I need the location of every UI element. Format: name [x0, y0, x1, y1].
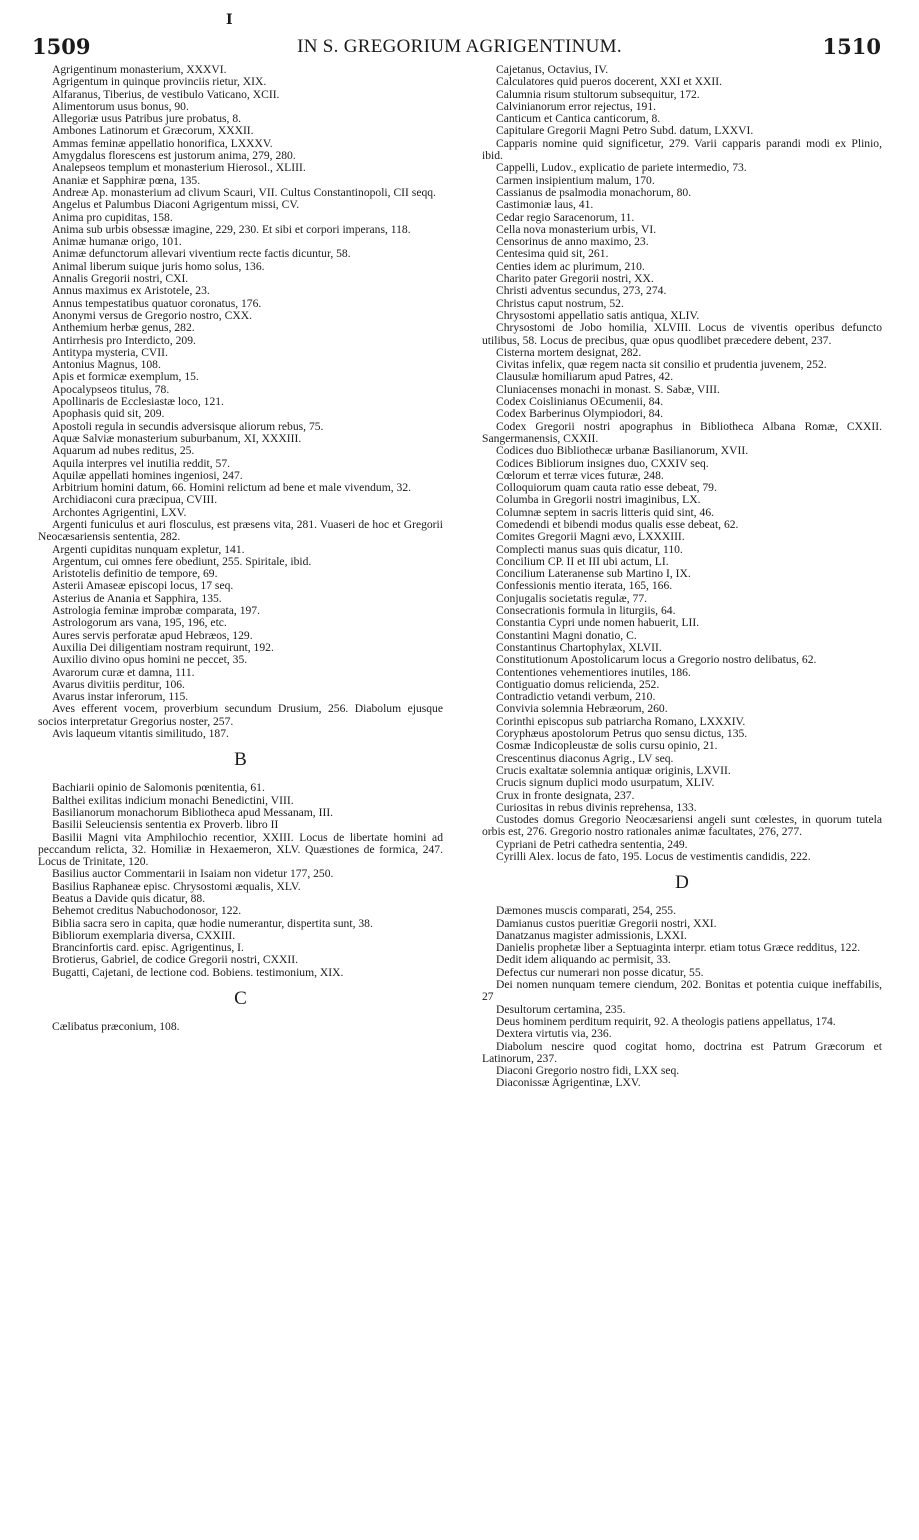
- index-entry: Calumnia risum stultorum subsequitur, 172.: [496, 87, 700, 101]
- index-entry: Arbitrium homini datum, 66. Homini relictum ad bene et male vivendum, 32.: [52, 481, 412, 495]
- index-entry: Balthei exilitas indicium monachi Benedictini, VIII.: [52, 793, 294, 807]
- index-entry: Christi adventus secundus, 273, 274.: [496, 284, 667, 298]
- index-entry: Crescentinus diaconus Agrig., LV seq.: [496, 751, 674, 765]
- index-entry: Dei nomen nunquam temere ciendum, 202. Bonitas et potentia cuique ineffabilis, 27: [482, 978, 882, 1004]
- index-entry: Asterius de Anania et Sapphira, 135.: [52, 591, 222, 605]
- index-entry: Ananiæ et Sapphiræ pœna, 135.: [52, 173, 201, 187]
- index-entry: Crux in fronte designata, 237.: [496, 788, 635, 802]
- index-entry: Clausulæ homiliarum apud Patres, 42.: [496, 370, 674, 384]
- index-entry: Amygdalus florescens est justorum anima, 279, 280.: [52, 149, 296, 163]
- index-entry: Astrologorum ars vana, 195, 196, etc.: [52, 616, 227, 630]
- index-entry: Aquilæ appellati homines ingeniosi, 247.: [52, 468, 243, 482]
- index-entry: Avis laqueum vitantis similitudo, 187.: [52, 727, 229, 741]
- index-entry: Comites Gregorii Magni ævo, LXXXIII.: [496, 530, 685, 544]
- index-entry: Capitulare Gregorii Magni Petro Subd. datum, LXXVI.: [496, 124, 754, 138]
- index-entry: Complecti manus suas quis dicatur, 110.: [496, 542, 683, 556]
- index-entry: Angelus et Palumbus Diaconi Agrigentum missi, CV.: [52, 198, 300, 212]
- index-entry: Cassianus de psalmodia monachorum, 80.: [496, 185, 692, 199]
- index-entry: Consecrationis formula in liturgiis, 64.: [496, 604, 676, 618]
- index-entry: Castimoniæ laus, 41.: [496, 198, 594, 212]
- index-entry: Conjugalis societatis regulæ, 77.: [496, 591, 648, 605]
- index-entry: Anima sub urbis obsessæ imagine, 229, 230. Et sibi et corpori imperans, 118.: [52, 222, 411, 236]
- index-entry: Bugatti, Cajetani, de lectione cod. Bobiens. testimonium, XIX.: [52, 965, 344, 979]
- index-entry: Animæ humanæ origo, 101.: [52, 235, 182, 249]
- index-entry: Aves efferent vocem, proverbium secundum Drusium, 256. Diabolum ejusque socios interpretatur Gregorius noster, 257.: [38, 702, 443, 728]
- index-entry: Aures servis perforatæ apud Hebræos, 129.: [52, 628, 253, 642]
- index-entry: Codices Bibliorum insignes duo, CXXIV seq.: [496, 456, 709, 470]
- index-entry: Apollinaris de Ecclesiastæ loco, 121.: [52, 395, 224, 409]
- index-entry: Cyrilli Alex. locus de fato, 195. Locus de vestimentis candidis, 222.: [496, 850, 811, 863]
- index-entry: Archidiaconi cura præcipua, CVIII.: [52, 493, 218, 507]
- index-entry: Chrysostomi appellatio satis antiqua, XLIV.: [496, 308, 700, 322]
- index-entry: Centesima quid sit, 261.: [496, 247, 609, 261]
- index-entry: Bibliorum exemplaria diversa, CXXIII.: [52, 928, 236, 942]
- index-entry: Annus maximus ex Aristotele, 23.: [52, 284, 210, 298]
- page-header: [0, 12, 919, 62]
- index-entry: Contiguatio domus relicienda, 252.: [496, 677, 660, 691]
- index-entry: Anonymi versus de Gregorio nostro, CXX.: [52, 308, 252, 322]
- index-entry: Basilii Seleuciensis sententia ex Proverb. libro II: [52, 818, 279, 832]
- index-entry: Diaconissæ Agrigentinæ, LXV.: [496, 1076, 641, 1090]
- index-entry: Cælibatus præconium, 108.: [52, 1020, 180, 1034]
- index-entry: Andreæ Ap. monasterium ad clivum Scauri, VII. Cultus Constantinopoli, CII seqq.: [52, 185, 436, 199]
- index-entry: Deus hominem perditum requirit, 92. A theologis patiens appellatus, 174.: [496, 1014, 836, 1028]
- index-entry: Canticum et Cantica canticorum, 8.: [496, 112, 661, 126]
- index-entry: Coryphæus apostolorum Petrus quo sensu dictus, 135.: [496, 727, 748, 741]
- index-entry: Diaconi Gregorio nostro fidi, LXX seq.: [496, 1064, 680, 1078]
- index-entry: Basilius auctor Commentarii in Isaiam non videtur 177, 250.: [52, 867, 334, 881]
- index-entry: Apostoli regula in secundis adversisque aliorum rebus, 75.: [52, 419, 324, 433]
- right-column: [482, 64, 882, 1090]
- index-entry: Crucis signum duplici modo usurpatum, XLIV.: [496, 776, 715, 790]
- section-heading-d: D: [675, 872, 689, 894]
- index-entry: Animæ defunctorum allevari viventium recte factis dicuntur, 58.: [52, 247, 351, 261]
- index-entry: Avarus divitiis perditur, 106.: [52, 677, 185, 691]
- index-entry: Cajetanus, Octavius, IV.: [496, 63, 609, 76]
- index-entry: Desultorum certamina, 235.: [496, 1002, 626, 1016]
- index-entry: Apophasis quid sit, 209.: [52, 407, 165, 421]
- index-entry: Allegoriæ usus Patribus jure probatus, 8.: [52, 112, 242, 126]
- index-entry: Alfaranus, Tiberius, de vestibulo Vaticano, XCII.: [52, 87, 280, 101]
- index-entry: Agrigentinum monasterium, XXXVI.: [52, 63, 227, 76]
- index-entry: Archontes Agrigentini, LXV.: [52, 505, 187, 519]
- index-entry: Carmen insipientium malum, 170.: [496, 173, 655, 187]
- index-entry: Apocalypseos titulus, 78.: [52, 382, 170, 396]
- index-entry: Civitas infelix, quæ regem nacta sit consilio et prudentia juvenem, 252.: [496, 358, 827, 372]
- index-entry: Basilius Raphaneæ episc. Chrysostomi æqualis, XLV.: [52, 879, 301, 893]
- index-entry: Avarorum curæ et damna, 111.: [52, 665, 195, 679]
- index-entry: Argenti cupiditas nunquam expletur, 141.: [52, 542, 245, 556]
- index-entry: Danielis prophetæ liber a Septuaginta interpr. etiam totus Græce redditus, 122.: [496, 941, 861, 955]
- left-column: [38, 64, 443, 1033]
- index-entry: Aristotelis definitio de tempore, 69.: [52, 567, 218, 581]
- section-c-entries: [38, 1021, 443, 1033]
- index-entry: Cosmæ Indicopleustæ de solis cursu opinio, 21.: [496, 739, 718, 753]
- index-entry: Antitypa mysteria, CVII.: [52, 345, 168, 359]
- index-entry: Calvinianorum error rejectus, 191.: [496, 99, 657, 113]
- index-entry: Annalis Gregorii nostri, CXI.: [52, 272, 189, 286]
- index-entry: Antirrhesis pro Interdicto, 209.: [52, 333, 196, 347]
- index-entry: Cedar regio Saracenorum, 11.: [496, 210, 635, 224]
- index-entry: Custodes domus Gregorio Neocæsariensi angeli sunt cœlestes, in quorum tutela orbis est, 276. Gregorio nostro rationales animæ facultates, 276, 277.: [482, 813, 882, 839]
- index-entry: Behemot creditus Nabuchodonosor, 122.: [52, 904, 242, 918]
- index-entry: Astrologia feminæ improbæ comparata, 197.: [52, 604, 261, 618]
- running-title: IN S. GREGORIUM AGRIGENTINUM.: [297, 36, 622, 57]
- index-entry: Basilii Magni vita Amphilochio recentior, XXIII. Locus de libertate homini ad peccandum relicta, 32. Homiliæ in Hexaemeron, XLV. Quæstiones de formica, 247. Locus de Trinitate, 120.: [38, 830, 443, 869]
- section-heading-b: B: [234, 749, 247, 771]
- index-entry: Analepseos templum et monasterium Hierosol., XLIII.: [52, 161, 306, 175]
- index-entry: Antonius Magnus, 108.: [52, 358, 161, 372]
- index-entry: Centies idem ac plurimum, 210.: [496, 259, 645, 273]
- index-entry: Confessionis mentio iterata, 165, 166.: [496, 579, 673, 593]
- index-entry: Capparis nomine quid significetur, 279. Varii capparis parandi modi ex Plinio, ibid.: [482, 136, 882, 163]
- index-entry: Constantini Magni donatio, C.: [496, 628, 637, 642]
- index-entry: Ambones Latinorum et Græcorum, XXXII.: [52, 124, 254, 138]
- index-entry: Columnæ septem in sacris litteris quid sint, 46.: [496, 505, 715, 519]
- index-entry: Biblia sacra sero in capita, quæ hodie numerantur, dispertita sunt, 38.: [52, 916, 373, 930]
- index-entry: Dedit idem aliquando ac permisit, 33.: [496, 953, 671, 967]
- index-entry: Diabolum nescire quod cogitat homo, doctrina est Patrum Græcorum et Latinorum, 237.: [482, 1039, 882, 1065]
- index-entry: Chrysostomi de Jobo homilia, XLVIII. Locus de viventis operibus defuncto utilibus, 58. Locus de precibus, quæ opus quodlibet præcedere debent, 237.: [482, 321, 882, 347]
- index-entry: Codices duo Bibliothecæ urbanæ Basilianorum, XVII.: [496, 444, 749, 458]
- top-mark: I: [226, 12, 233, 28]
- section-c-continued-entries: [482, 64, 882, 863]
- index-entry: Defectus cur numerari non posse dicatur, 55.: [496, 965, 704, 979]
- index-entry: Cella nova monasterium urbis, VI.: [496, 222, 657, 236]
- section-d-entries: [482, 905, 882, 1089]
- index-entry: Alimentorum usus bonus, 90.: [52, 99, 189, 113]
- index-entry: Christus caput nostrum, 52.: [496, 296, 624, 310]
- index-entry: Censorinus de anno maximo, 23.: [496, 235, 649, 249]
- index-entry: Concilium Lateranense sub Martino I, IX.: [496, 567, 691, 581]
- index-entry: Comedendi et bibendi modus qualis esse debeat, 62.: [496, 517, 739, 531]
- index-entry: Argentum, cui omnes fere obediunt, 255. Spiritale, ibid.: [52, 554, 312, 568]
- index-entry: Basilianorum monachorum Bibliotheca apud Messanam, III.: [52, 805, 334, 819]
- index-entry: Calculatores quid pueros docerent, XXI et XXII.: [496, 75, 723, 89]
- page-number-left: 1509: [32, 34, 91, 59]
- index-entry: Concilium CP. II et III ubi actum, LI.: [496, 554, 669, 568]
- index-entry: Constantinus Chartophylax, XLVII.: [496, 640, 662, 654]
- index-entry: Brancinfortis card. episc. Agrigentinus, I.: [52, 941, 244, 955]
- page-number-right: 1510: [822, 34, 881, 59]
- index-entry: Colloquiorum quam cauta ratio esse debeat, 79.: [496, 481, 717, 495]
- index-entry: Auxilio divino opus homini ne peccet, 35.: [52, 653, 248, 667]
- section-a-entries: [38, 64, 443, 740]
- index-entry: Animal liberum suique juris homo solus, 136.: [52, 259, 265, 273]
- index-entry: Cisterna mortem designat, 282.: [496, 345, 642, 359]
- index-entry: Charito pater Gregorii nostri, XX.: [496, 272, 654, 286]
- index-entry: Auxilia Dei diligentiam nostram requirunt, 192.: [52, 640, 274, 654]
- index-entry: Cluniacenses monachi in monast. S. Sabæ, VIII.: [496, 382, 720, 396]
- index-entry: Anthemium herbæ genus, 282.: [52, 321, 195, 335]
- index-entry: Convivia solemnia Hebræorum, 260.: [496, 702, 668, 716]
- index-entry: Cappelli, Ludov., explicatio de pariete intermedio, 73.: [496, 161, 747, 175]
- index-entry: Codex Gregorii nostri apographus in Bibliotheca Albana Romæ, CXXII. Sangermanensis, CXXII.: [482, 419, 882, 445]
- index-entry: Aquæ Salviæ monasterium suburbanum, XI, XXXIII.: [52, 431, 302, 445]
- index-entry: Argenti funiculus et auri flosculus, est præsens vita, 281. Vuaseri de hoc et Gregorii Neocæsariensis sententia, 282.: [38, 517, 443, 544]
- index-entry: Annus tempestatibus quatuor coronatus, 176.: [52, 296, 262, 310]
- index-entry: Codex Coislinianus OEcumenii, 84.: [496, 395, 664, 409]
- index-entry: Ammas feminæ appellatio honorifica, LXXXV.: [52, 136, 273, 150]
- index-entry: Avarus instar inferorum, 115.: [52, 690, 189, 704]
- index-entry: Apis et formicæ exemplum, 15.: [52, 370, 199, 384]
- index-entry: Crucis exaltatæ solemnia antiquæ originis, LXVII.: [496, 763, 731, 777]
- index-entry: Agrigentum in quinque provinciis rietur, XIX.: [52, 75, 267, 89]
- index-entry: Corinthi episcopus sub patriarcha Romano, LXXXIV.: [496, 714, 746, 728]
- index-entry: Constitutionum Apostolicarum locus a Gregorio nostro delibatus, 62.: [496, 653, 817, 667]
- index-entry: Danatzanus magister admissionis, LXXI.: [496, 928, 687, 942]
- index-entry: Cypriani de Petri cathedra sententia, 249.: [496, 837, 688, 851]
- index-entry: Contentiones vehementiores inutiles, 186.: [496, 665, 691, 679]
- index-entry: Dæmones muscis comparati, 254, 255.: [496, 904, 677, 918]
- section-b-entries: [38, 782, 443, 979]
- index-entry: Brotierus, Gabriel, de codice Gregorii nostri, CXXII.: [52, 953, 298, 967]
- index-entry: Anima pro cupiditas, 158.: [52, 210, 173, 224]
- index-entry: Aquila interpres vel inutilia reddit, 57.: [52, 456, 231, 470]
- index-entry: Dextera virtutis via, 236.: [496, 1027, 612, 1041]
- index-entry: Columba in Gregorii nostri imaginibus, LX.: [496, 493, 701, 507]
- index-entry: Asterii Amaseæ episcopi locus, 17 seq.: [52, 579, 234, 593]
- index-entry: Curiositas in rebus divinis reprehensa, 133.: [496, 800, 697, 814]
- index-entry: Damianus custos pueritiæ Gregorii nostri, XXI.: [496, 916, 717, 930]
- index-entry: Constantia Cypri unde nomen habuerit, LII.: [496, 616, 700, 630]
- index-entry: Codex Barberinus Olympiodori, 84.: [496, 407, 664, 421]
- index-entry: Contradictio vetandi verbum, 210.: [496, 690, 656, 704]
- section-heading-c: C: [234, 988, 247, 1010]
- index-entry: Aquarum ad nubes reditus, 25.: [52, 444, 195, 458]
- index-entry: Bachiarii opinio de Salomonis pœnitentia, 61.: [52, 781, 265, 795]
- index-entry: Cœlorum et terræ vices futuræ, 248.: [496, 468, 664, 482]
- index-entry: Beatus a Davide quis dicatur, 88.: [52, 892, 206, 905]
